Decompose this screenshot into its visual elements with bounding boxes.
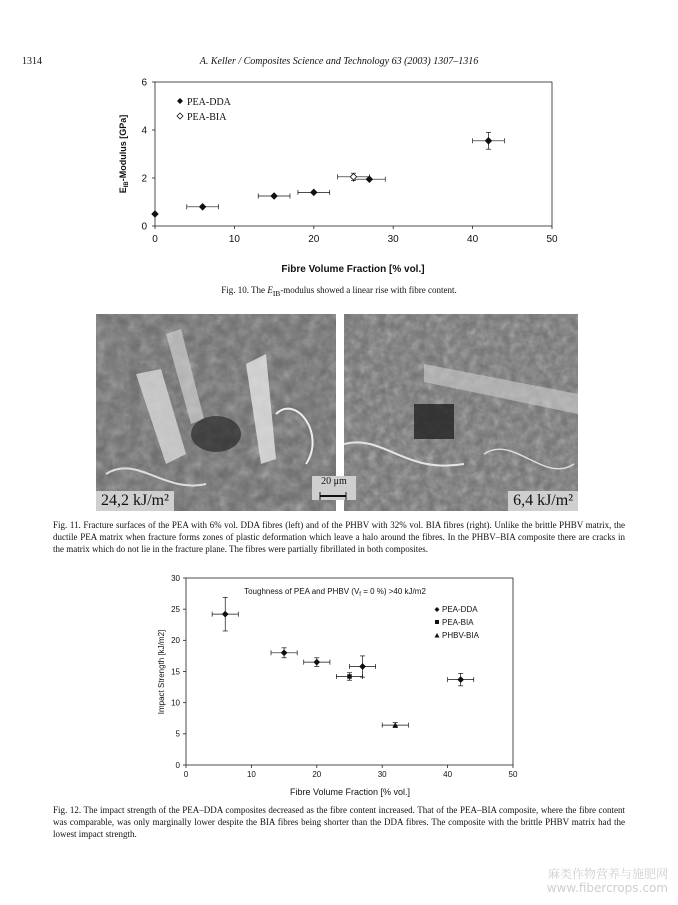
fig10-chart	[100, 75, 580, 280]
scale-bar-label: 20 μm	[321, 476, 347, 487]
sem-image-right	[344, 314, 578, 511]
y-tick-label: 4	[141, 125, 147, 137]
x-tick-label: 30	[387, 234, 399, 245]
y-tick-label: 15	[171, 667, 180, 677]
fig10-xlabel: Fibre Volume Fraction [% vol.]	[281, 264, 425, 275]
running-title: A. Keller / Composites Science and Technology 63 (2003) 1307–1316	[199, 56, 479, 67]
watermark-line-2: www.fibercrops.com	[546, 881, 668, 895]
sem-image-left	[96, 314, 336, 511]
x-tick-label: 30	[377, 770, 387, 779]
page-number: 1314	[22, 56, 42, 67]
fig10-caption: Fig. 10. The $E_{IB}$-modulus showed a linear rise with fibre content.	[221, 285, 457, 298]
y-tick-label: 5	[175, 729, 180, 739]
y-tick-label: 25	[171, 604, 180, 614]
fig12-title: Toughness of PEA and PHBV ($V_f = 0$ %) >40 kJ/m2	[244, 587, 426, 598]
x-tick-label: 10	[246, 770, 256, 779]
legend-label-pea-dda: PEA-DDA	[442, 605, 478, 614]
x-tick-label: 20	[308, 234, 320, 245]
fig12-xlabel: Fibre Volume Fraction [% vol.]	[289, 787, 411, 797]
watermark	[547, 867, 668, 895]
legend-label-phbv-bia: PHBV-BIA	[442, 631, 479, 640]
fig11-scale-bar	[312, 476, 356, 500]
legend-label-pea-dda: PEA-DDA	[187, 97, 231, 108]
y-tick-label: 6	[141, 77, 147, 89]
fig10-ylabel: $E_{IB}$-Modulus [GPa]	[118, 114, 130, 194]
x-tick-label: 10	[228, 234, 240, 245]
x-tick-label: 20	[312, 770, 322, 779]
x-tick-label: 40	[467, 234, 479, 245]
y-tick-label: 10	[171, 698, 180, 708]
fig12-caption: Fig. 12. The impact strength of the PEA–DDA composites decreased as the fibre content increased. That of the PEA–BIA composite, where the fibre content was comparable, was only marginally lower despite the BIA fibres being shorter than the DDA fibres. The composite with the brittle PHBV matrix had the lowest impact strength.	[53, 805, 625, 839]
fig11-photo-right	[344, 314, 578, 511]
fig11-right-label: 6,4 kJ/m²	[508, 491, 578, 511]
watermark-line-1: 麻类作物营养与施肥网	[547, 867, 668, 881]
y-tick-label: 30	[171, 573, 180, 583]
legend-label-pea-bia: PEA-BIA	[442, 618, 474, 627]
x-tick-label: 50	[546, 234, 558, 245]
x-tick-label: 40	[443, 770, 453, 779]
fig12-ylabel: Impact Strength [kJ/m2]	[157, 629, 166, 715]
fig11-left-label: 24,2 kJ/m²	[96, 491, 174, 511]
scale-bar-line	[312, 491, 356, 501]
x-tick-label: 50	[508, 770, 518, 779]
fig11-caption: Fig. 11. Fracture surfaces of the PEA with 6% vol. DDA fibres (left) and of the PHBV with 32% vol. BIA fibres (right). Unlike the brittle PHBV matrix, the ductile PEA matrix when fracture forms zones of plastic deformation which leave a halo around the fibres. In the PHBV–BIA composite there are cracks in the matrix which do not lie in the fracture plane. The fibres were partially fibrillated in both composites.	[53, 520, 625, 554]
y-tick-label: 2	[141, 173, 147, 185]
legend-label-pea-bia: PEA-BIA	[187, 112, 227, 123]
x-tick-label: 0	[183, 770, 189, 779]
y-tick-label: 20	[171, 636, 180, 646]
fig12-chart	[150, 570, 525, 800]
x-tick-label: 0	[152, 234, 158, 245]
y-tick-label: 0	[141, 221, 147, 233]
data-point-pea-bia	[347, 674, 351, 678]
fig12-legend	[435, 605, 480, 640]
fig11-photo-left	[96, 314, 336, 511]
y-tick-label: 0	[175, 760, 180, 770]
legend-marker-pea-bia	[435, 620, 439, 624]
